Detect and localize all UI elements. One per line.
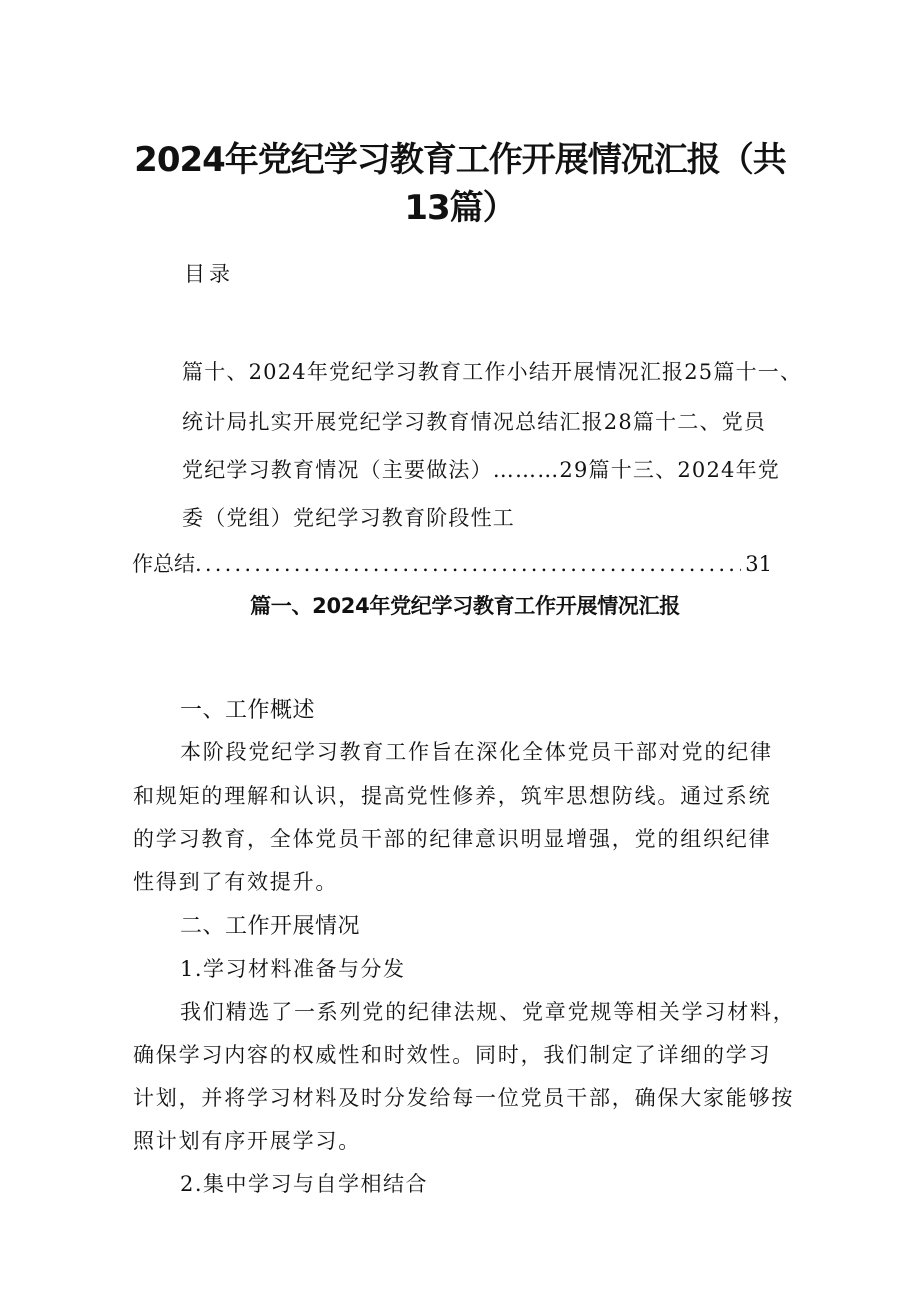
document-title: [120, 136, 800, 232]
part-one-heading: 篇一、2024年党纪学习教育工作开展情况汇报: [250, 594, 680, 618]
toc-entry-last-page: 31: [745, 552, 772, 576]
paragraph-line: 本阶段党纪学习教育工作旨在深化全体党员干部对党的纪律: [180, 740, 773, 764]
toc-line: 统计局扎实开展党纪学习教育情况总结汇报28篇十二、党员: [182, 410, 767, 434]
paragraph-line: 计划，并将学习材料及时分发给每一位党员干部，确保大家能够按: [133, 1086, 795, 1110]
toc-entry-last-text: 作总结: [132, 552, 195, 576]
paragraph-line: 的学习教育，全体党员干部的纪律意识明显增强，党的组织纪律: [133, 827, 772, 851]
toc-leader-dots: [195, 552, 741, 576]
toc-line: 党纪学习教育情况（主要做法）………29篇十三、2024年党: [182, 458, 780, 482]
item-1-heading: 1.学习材料准备与分发: [180, 957, 406, 981]
toc-entry-last: [132, 548, 772, 578]
toc-line: 篇十、2024年党纪学习教育工作小结开展情况汇报25篇十一、: [182, 360, 803, 384]
toc-line: 委（党组）党纪学习教育阶段性工: [182, 506, 515, 530]
paragraph-line: 性得到了有效提升。: [133, 870, 339, 894]
paragraph-line: 和规矩的理解和认识，提高党性修养，筑牢思想防线。通过系统: [133, 784, 772, 808]
document-title-line-2: 13篇）: [404, 188, 516, 228]
paragraph-line: 照计划有序开展学习。: [133, 1129, 361, 1153]
item-2-heading: 2.集中学习与自学相结合: [180, 1172, 429, 1196]
paragraph-line: 我们精选了一系列党的纪律法规、党章党规等相关学习材料，: [180, 1000, 796, 1024]
section-heading-progress: 二、工作开展情况: [180, 914, 361, 939]
paragraph-line: 确保学习内容的权威性和时效性。同时，我们制定了详细的学习: [133, 1043, 772, 1067]
section-heading-overview: 一、工作概述: [180, 698, 316, 723]
toc-heading: 目录: [184, 262, 234, 286]
document-title-line-1: 2024年党纪学习教育工作开展情况汇报（共: [134, 140, 786, 180]
